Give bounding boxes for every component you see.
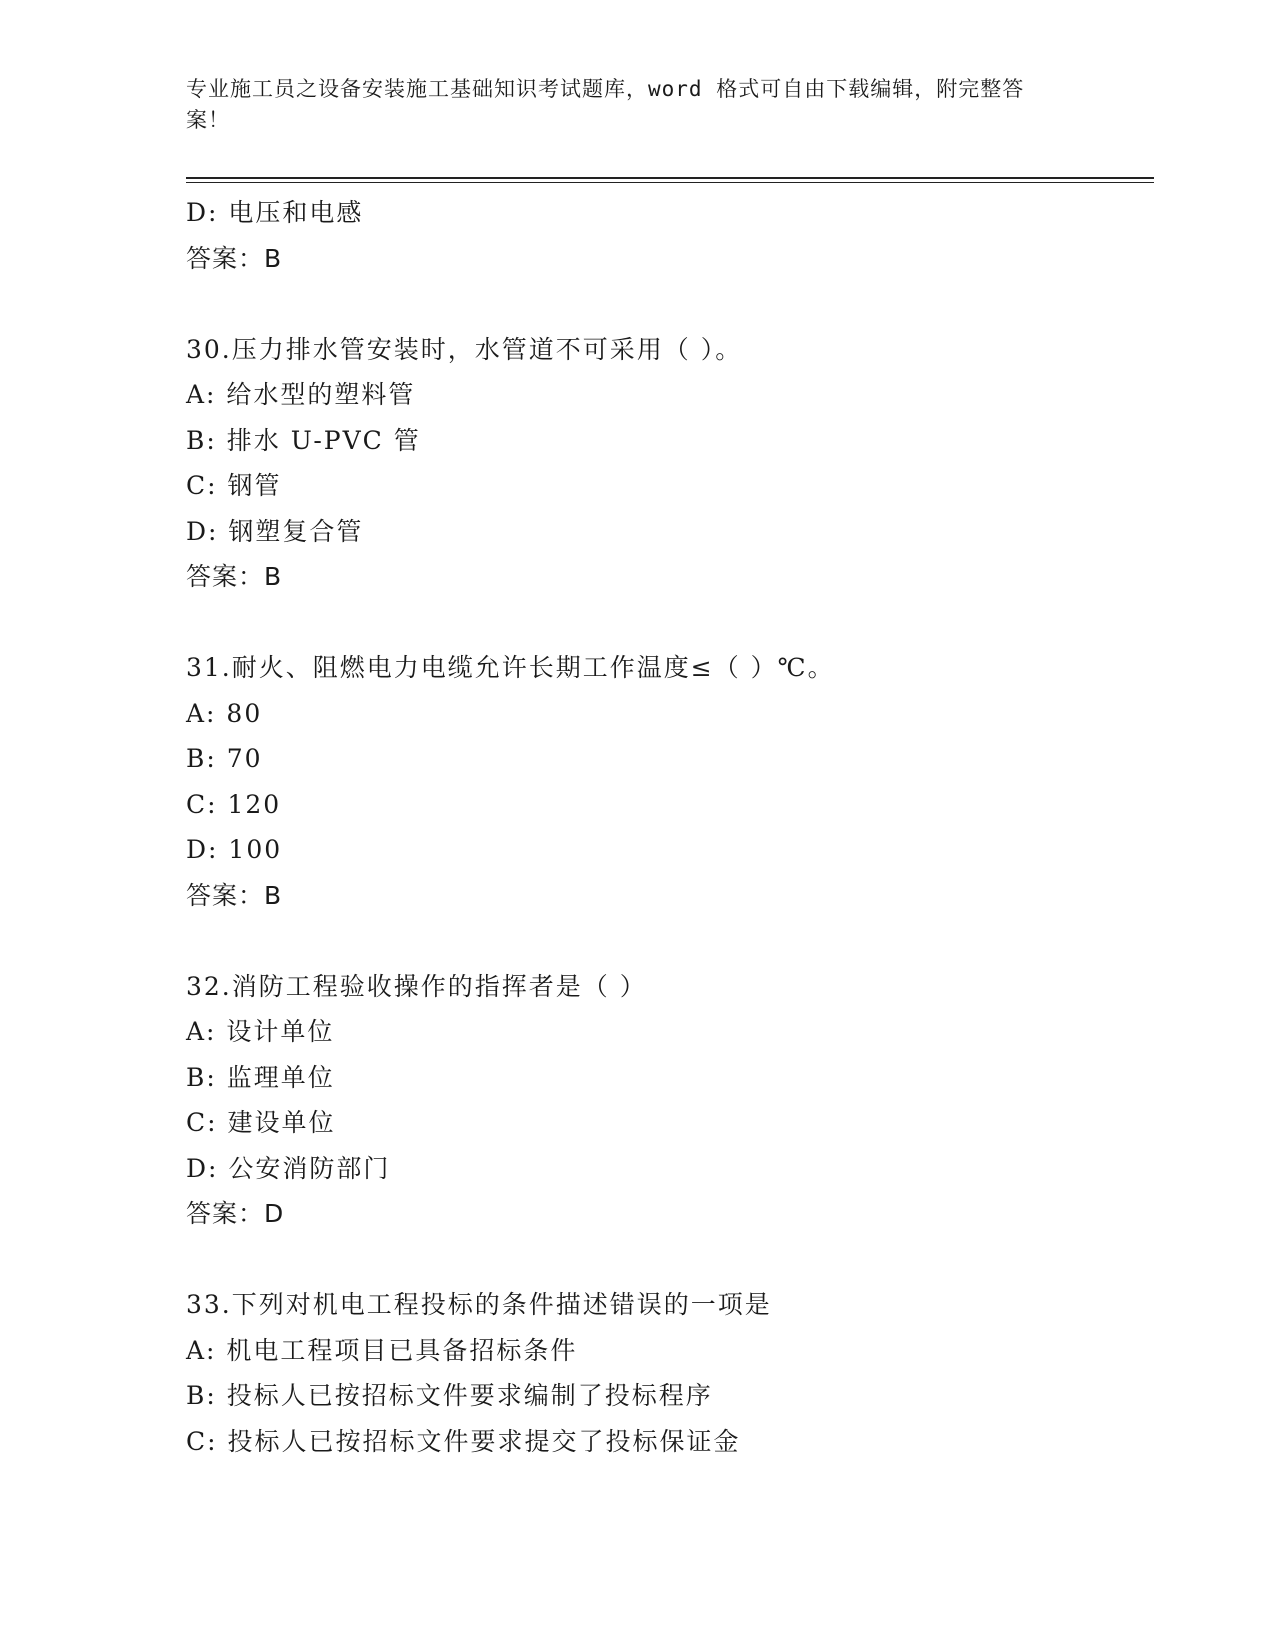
answer-line: 答案：D bbox=[186, 1199, 285, 1228]
answer-line: 答案：B bbox=[186, 243, 283, 273]
option-d: D: 钢塑复合管 bbox=[186, 516, 364, 546]
option-b: B: 70 bbox=[186, 744, 263, 773]
question-stem: 30.压力排水管安装时，水管道不可采用（ ）。 bbox=[186, 334, 743, 364]
option-d: D: 100 bbox=[186, 835, 283, 864]
document-header: 专业施工员之设备安装施工基础知识考试题库，word 格式可自由下载编辑，附完整答案！ bbox=[186, 77, 1025, 132]
option-b: B: 投标人已按招标文件要求编制了投标程序 bbox=[186, 1381, 713, 1410]
answer-line: 答案：B bbox=[186, 562, 283, 591]
question-stem: 33.下列对机电工程投标的条件描述错误的一项是 bbox=[186, 1290, 772, 1319]
document-body bbox=[186, 190, 1146, 1464]
option-a: A: 80 bbox=[186, 698, 263, 728]
question-33 bbox=[186, 1282, 1146, 1464]
option-c: C: 钢管 bbox=[186, 471, 282, 500]
option-b: B: 监理单位 bbox=[186, 1062, 335, 1092]
question-stem: 31.耐火、阻燃电力电缆允许长期工作温度≤（ ）℃。 bbox=[186, 653, 835, 682]
question-31 bbox=[186, 645, 1146, 918]
option-d: D: 电压和电感 bbox=[186, 198, 364, 227]
option-a: A: 设计单位 bbox=[186, 1017, 335, 1046]
header-rule-thin bbox=[186, 182, 1154, 183]
option-c: C: 建设单位 bbox=[186, 1108, 336, 1137]
option-c: C: 投标人已按招标文件要求提交了投标保证金 bbox=[186, 1426, 741, 1456]
option-d: D: 公安消防部门 bbox=[186, 1153, 391, 1183]
question-32 bbox=[186, 964, 1146, 1237]
answer-line: 答案：B bbox=[186, 880, 283, 910]
header-rule-thick bbox=[186, 177, 1154, 179]
option-c: C: 120 bbox=[186, 789, 282, 819]
question-30 bbox=[186, 327, 1146, 600]
option-a: A: 给水型的塑料管 bbox=[186, 380, 416, 409]
option-a: A: 机电工程项目已具备招标条件 bbox=[186, 1335, 578, 1365]
option-b: B: 排水 U-PVC 管 bbox=[186, 425, 421, 455]
question-stem: 32.消防工程验收操作的指挥者是（ ） bbox=[186, 971, 647, 1001]
